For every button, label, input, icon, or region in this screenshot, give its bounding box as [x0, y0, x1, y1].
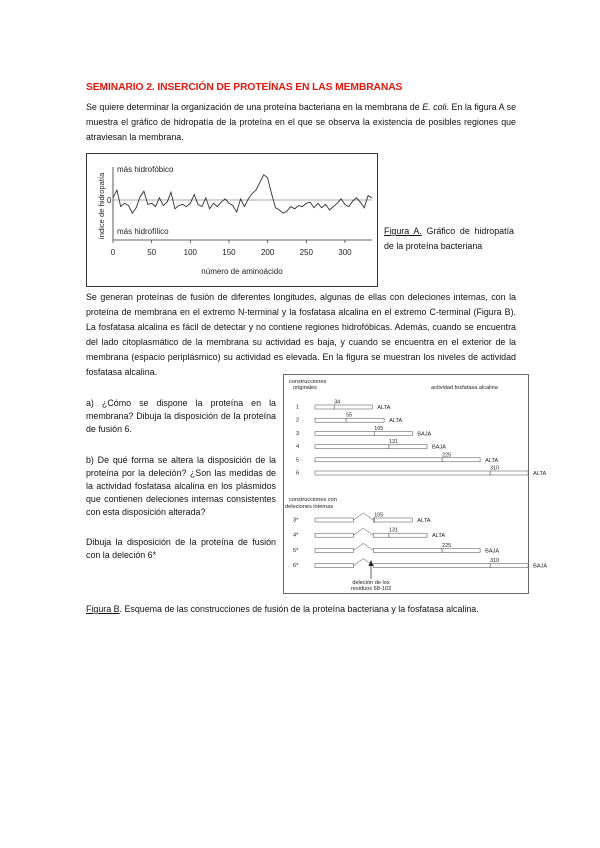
protein-segment-n: [315, 518, 353, 522]
header-deletions: construcciones con deleciones internas: [285, 497, 337, 510]
fusion-residue: 34: [334, 399, 341, 406]
fusion-residue: 105: [374, 425, 384, 432]
x-tick-label: 200: [260, 248, 275, 257]
figure-a-label: Figura A.: [384, 226, 422, 236]
protein-segment-n: [315, 548, 353, 552]
activity-level: BAJA: [432, 444, 446, 451]
phosphatase-segment: [389, 533, 427, 537]
figure-b-caption-text: . Esquema de las construcciones de fusión de la proteína bacteriana y la fosfatasa alcalina.: [119, 604, 479, 614]
intro-text-start: Se quiere determinar la organización de una proteína bacteriana en la membrana de: [86, 102, 423, 112]
figure-a-caption-text: Gráfico de hidropatía de la proteína bacteriana: [384, 226, 514, 251]
protein-segment-c: [373, 548, 442, 552]
protein-segment: [315, 471, 490, 475]
activity-level: ALTA: [485, 457, 499, 464]
fusion-residue: 225: [442, 452, 452, 459]
x-tick-label: 100: [183, 248, 197, 257]
construct-id: 6: [296, 470, 300, 477]
question-a: a) ¿Cómo se dispone la proteína en la membrana? Dibuja la disposición de la proteína de fusión 6.: [86, 398, 276, 434]
activity-level: ALTA: [417, 518, 431, 524]
intro-text-end: . En la figura A se muestra el gráfico de hidropatía de la proteína en el que se observa la existencia de posibles regiones que atraviesan la membrana.: [86, 102, 516, 142]
phosphatase-segment: [346, 418, 384, 422]
phosphatase-segment: [490, 471, 528, 475]
y-axis-label: índice de hidropatía: [97, 172, 106, 240]
construct-id: 4*: [293, 532, 299, 539]
protein-segment-n: [315, 564, 353, 568]
protein-segment-n: [315, 533, 353, 537]
annotation-hydrophilic: más hidrofílico: [117, 227, 169, 236]
fusion-residue: 55: [346, 412, 353, 419]
fusion-residue: 105: [374, 512, 384, 519]
protein-segment-c: [373, 533, 389, 537]
phosphatase-segment: [490, 564, 528, 568]
phosphatase-segment: [374, 431, 412, 435]
header-original: construcciones originales: [289, 379, 327, 391]
fusion-residue: 131: [389, 439, 398, 446]
figure-a-caption: [384, 224, 514, 254]
figure-b-label: Figura B: [86, 604, 120, 614]
construct-id: 4: [296, 444, 300, 451]
hydropathy-chart: [86, 153, 378, 287]
fusion-residue: 131: [389, 527, 398, 534]
fusion-residue: 310: [490, 465, 500, 472]
construct-id: 6*: [293, 563, 299, 570]
fusion-residue: 225: [442, 542, 452, 549]
protein-segment: [315, 405, 334, 409]
construct-id: 2: [296, 417, 300, 424]
activity-level: ALTA: [432, 533, 446, 540]
intro-organism: E. coli: [422, 102, 447, 112]
protein-segment: [315, 445, 389, 449]
fusion-residue: 310: [490, 558, 500, 565]
question-c: Dibuja la disposición de la proteína de fusión con la deleción 6*: [86, 537, 276, 560]
activity-level: BAJA: [417, 431, 432, 438]
phosphatase-segment: [389, 445, 427, 449]
phosphatase-segment: [374, 518, 412, 522]
y-tick-zero: 0: [107, 196, 112, 205]
x-tick-label: 150: [222, 248, 236, 257]
activity-level: BAJA: [533, 563, 548, 570]
activity-level: ALTA: [389, 418, 403, 425]
protein-segment: [315, 418, 346, 422]
construct-id: 3*: [293, 517, 299, 524]
deletion-note: deleción de los residuos 68-103: [350, 580, 392, 592]
annotation-hydrophobic: más hidrofóbico: [117, 165, 174, 174]
protein-segment: [315, 431, 374, 435]
construct-id: 5*: [293, 547, 299, 554]
phosphatase-segment: [442, 548, 480, 552]
activity-level: BAJA: [485, 548, 500, 555]
x-tick-label: 250: [299, 248, 313, 257]
construct-id: 1: [296, 404, 300, 411]
construct-id: 3: [296, 430, 300, 437]
activity-level: ALTA: [377, 405, 391, 411]
page-title: SEMINARIO 2. INSERCIÓN DE PROTEÍNAS EN LAS MEMBRANAS: [86, 82, 403, 93]
x-tick-label: 300: [338, 248, 352, 257]
protein-segment: [315, 458, 442, 462]
header-activity: actividad fosfatasa alcalina: [431, 385, 498, 391]
activity-level: ALTA: [533, 471, 547, 477]
figure-b-caption: [86, 602, 516, 617]
phosphatase-segment: [334, 405, 372, 409]
x-tick-label: 0: [110, 248, 116, 257]
x-axis-label: número de aminoácido: [201, 267, 283, 276]
intro-paragraph: [86, 100, 516, 145]
question-b: b) De qué forma se altera la disposición de la proteína por la deleción? ¿Son las medidas de la actividad fosfatasa alcalina en los plásmidos que contienen deleciones internas consistentes con esta disposición alterada?: [86, 455, 276, 517]
x-tick-label: 50: [147, 248, 157, 257]
protein-segment-c: [373, 564, 490, 568]
fusion-constructs-figure: [283, 374, 548, 594]
construct-id: 5: [296, 457, 300, 464]
fusion-paragraph: Se generan proteínas de fusión de diferentes longitudes, algunas de ellas con deleciones internas, con la proteína de membrana en el extremo N-terminal y la fosfatasa alcalina en el extremo C-terminal (Figura B). La fosfatasa alcalina es fácil de detectar y no contiene regiones hidrofóbicas. Además, cuando se encuentra del lado citoplasmático de la membrana su actividad es baja, y cuando se encuentra en el exterior de la membrana (espacio periplásmico) su actividad es elevada. En la figura se muestran los niveles de actividad fosfatasa alcalina.: [86, 292, 516, 377]
phosphatase-segment: [442, 458, 480, 462]
